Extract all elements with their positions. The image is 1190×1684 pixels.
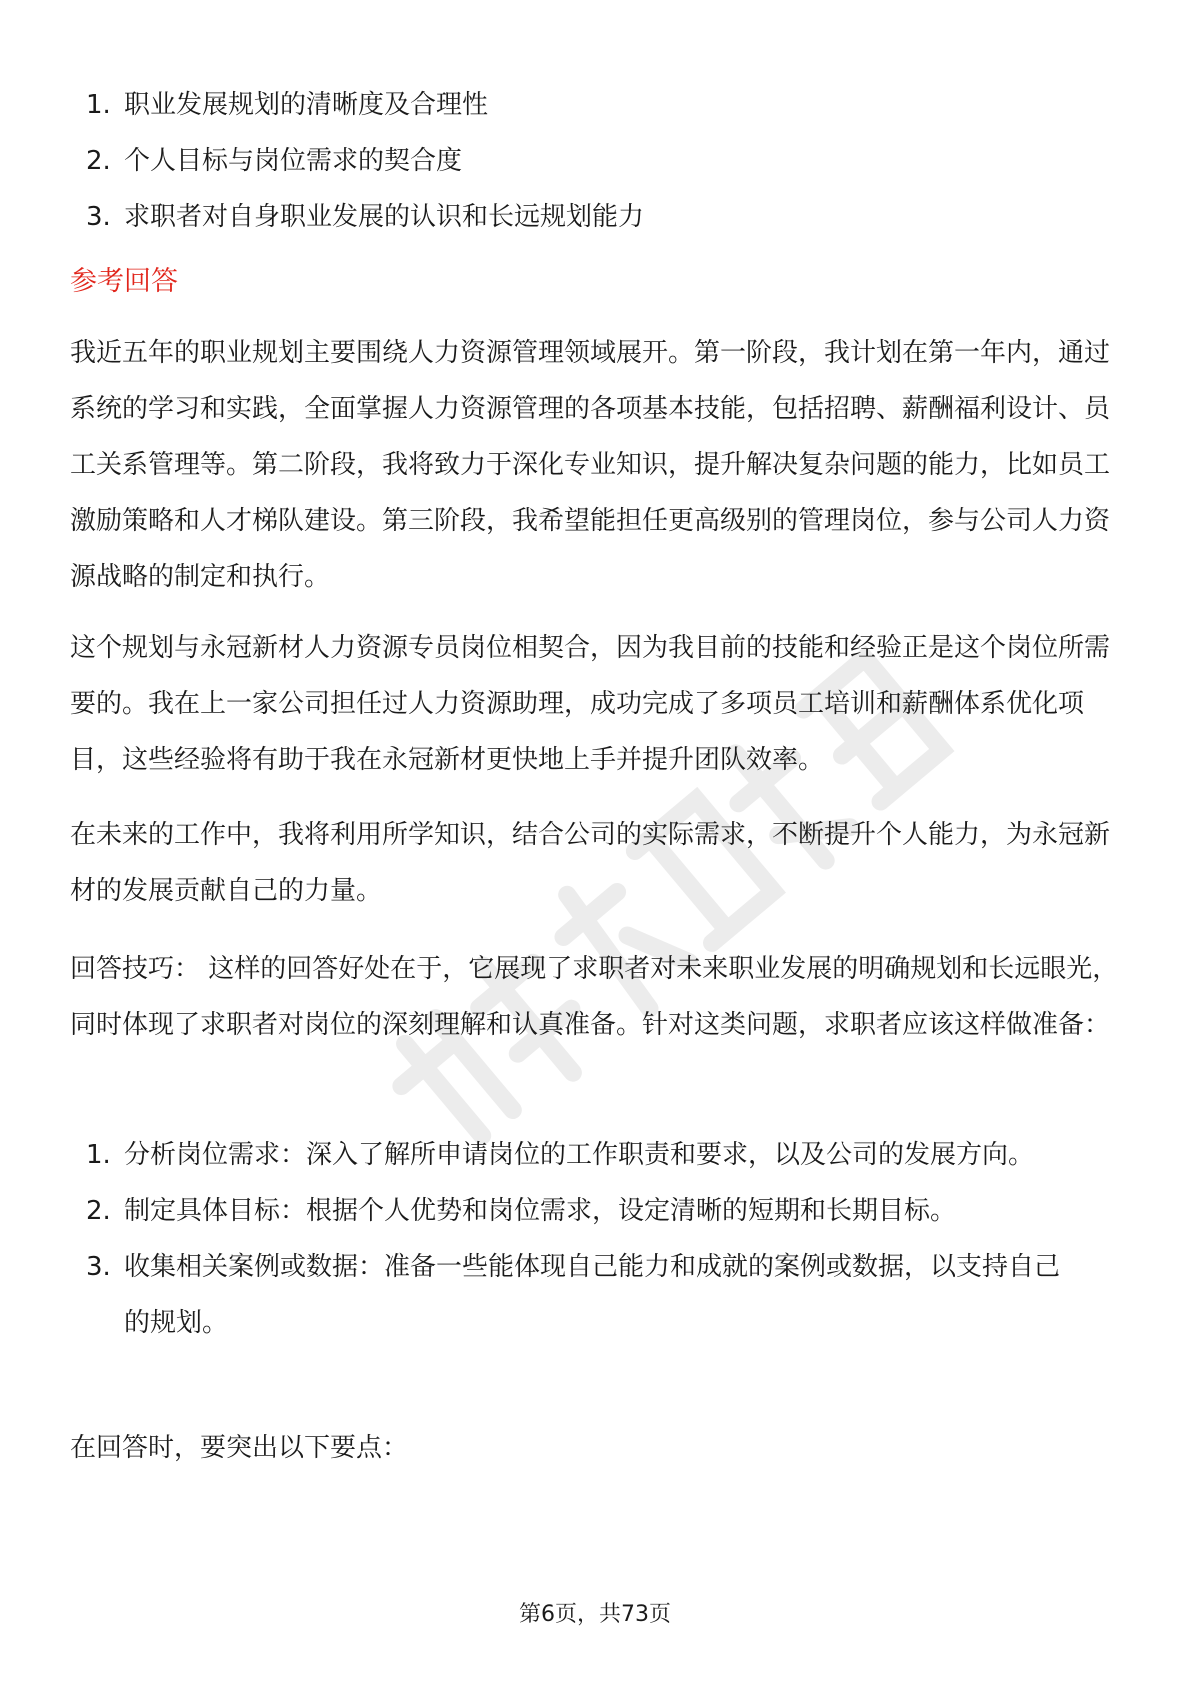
list-item bbox=[0, 1127, 1060, 1183]
list-number: 2. bbox=[86, 146, 111, 176]
list-number: 3. bbox=[86, 1252, 111, 1282]
list-text: 分析岗位需求：深入了解所申请岗位的工作职责和要求，以及公司的发展方向。 bbox=[124, 1140, 1035, 1170]
page-footer: 第6页，共73页 bbox=[519, 1602, 671, 1627]
list-item bbox=[0, 133, 1060, 189]
list-number: 1. bbox=[86, 90, 111, 120]
answer-paragraph-1: 我近五年的职业规划主要围绕人力资源管理领域展开。第一阶段，我计划在第一年内，通过系统的学习和实践，全面掌握人力资源管理的各项基本技能，包括招聘、薪酬福利设计、员工关系管理等。第二阶段，我将致力于深化专业知识，提升解决复杂问题的能力，比如员工激励策略和人才梯队建设。第三阶段，我希望能担任更高级别的管理岗位，参与公司人力资源战略的制定和执行。 bbox=[70, 338, 1111, 592]
answer-paragraph-2: 这个规划与永冠新材人力资源专员岗位相契合，因为我目前的技能和经验正是这个岗位所需要的。我在上一家公司担任过人力资源助理，成功完成了多项员工培训和薪酬体系优化项目，这些经验将有助于我在永冠新材更快地上手并提升团队效率。 bbox=[70, 633, 1111, 775]
section-title: 参考回答 bbox=[70, 266, 178, 297]
list-text: 个人目标与岗位需求的契合度 bbox=[124, 146, 463, 176]
closing-line: 在回答时，要突出以下要点： bbox=[70, 1433, 409, 1463]
list-item bbox=[0, 1239, 1060, 1351]
list-number: 2. bbox=[86, 1196, 111, 1226]
list-text: 制定具体目标：根据个人优势和岗位需求，设定清晰的短期和长期目标。 bbox=[124, 1196, 957, 1226]
tips-paragraph: 回答技巧： 这样的回答好处在于，它展现了求职者对未来职业发展的明确规划和长远眼光，同时体现了求职者对岗位的深刻理解和认真准备。针对这类问题，求职者应该这样做准备： bbox=[70, 954, 1119, 1040]
list-number: 3. bbox=[86, 202, 111, 232]
list-item bbox=[0, 189, 1060, 245]
list-text: 求职者对自身职业发展的认识和长远规划能力 bbox=[124, 202, 645, 232]
list-text: 职业发展规划的清晰度及合理性 bbox=[124, 90, 489, 120]
list-item bbox=[0, 1183, 1060, 1239]
answer-paragraph-3: 在未来的工作中，我将利用所学知识，结合公司的实际需求，不断提升个人能力，为永冠新材的发展贡献自己的力量。 bbox=[70, 820, 1111, 906]
criteria-list bbox=[0, 77, 1060, 245]
list-item bbox=[0, 77, 1060, 133]
list-text: 收集相关案例或数据：准备一些能体现自己能力和成就的案例或数据，以支持自己的规划。 bbox=[124, 1252, 1061, 1338]
list-number: 1. bbox=[86, 1140, 111, 1170]
tips-list bbox=[0, 1127, 1060, 1351]
